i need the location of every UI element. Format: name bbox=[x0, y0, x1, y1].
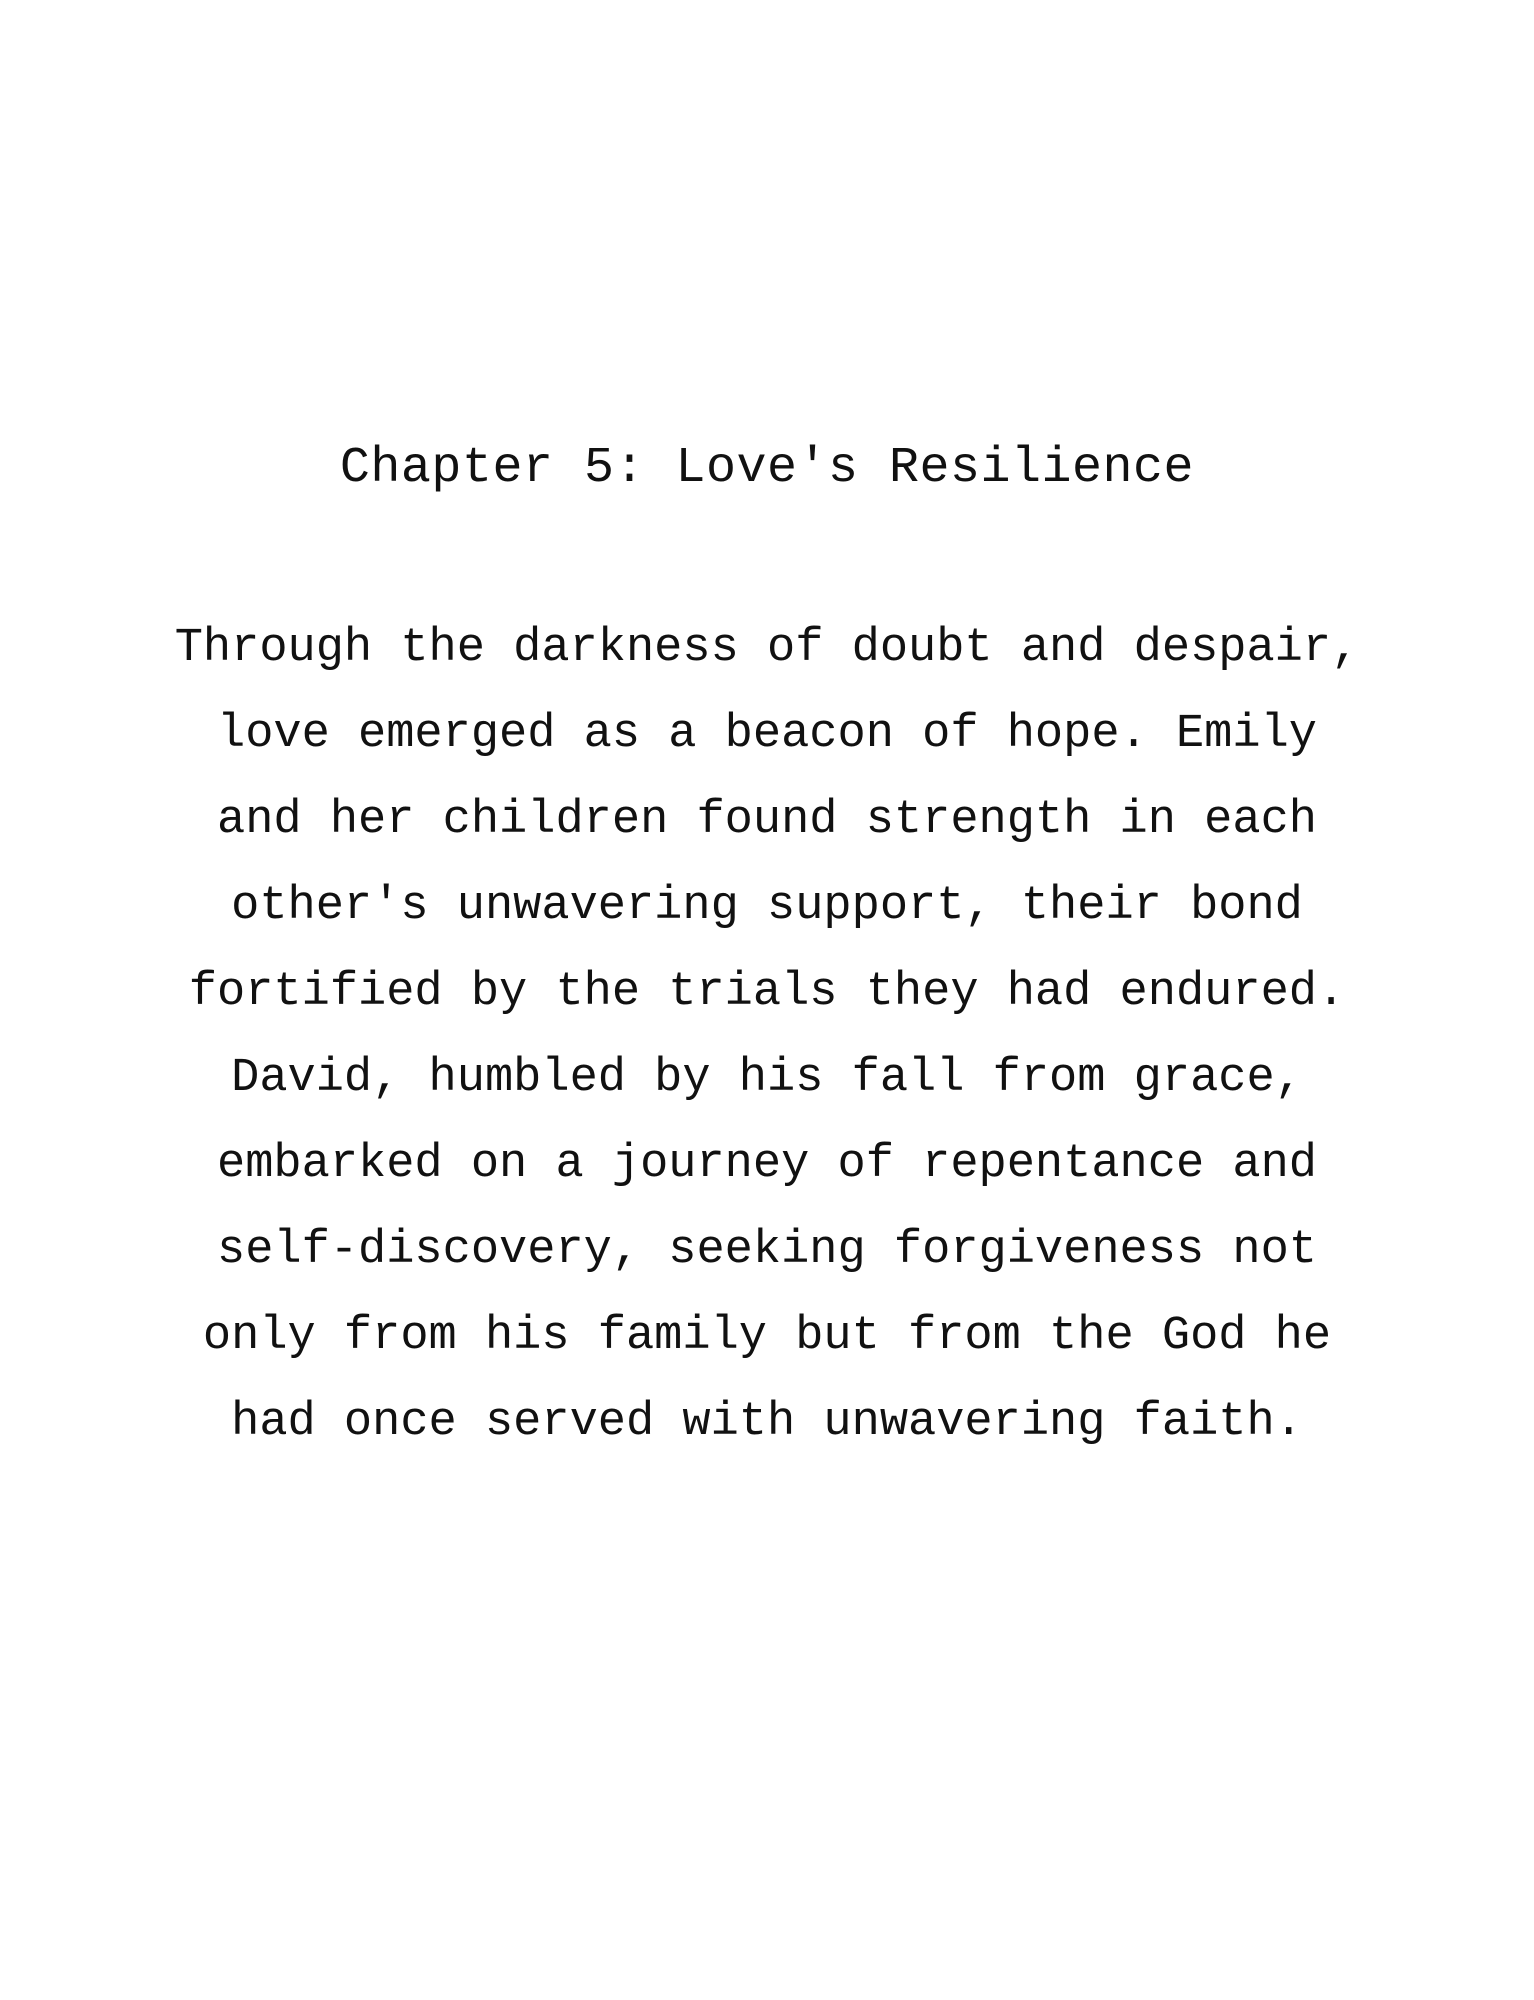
paragraph-line: David, humbled by his fall from grace, bbox=[231, 1052, 1303, 1105]
paragraph-line: love emerged as a beacon of hope. Emily bbox=[217, 708, 1317, 761]
paragraph-line: and her children found strength in each bbox=[217, 794, 1317, 847]
paragraph-line: self-discovery, seeking forgiveness not bbox=[217, 1224, 1317, 1277]
paragraph-line: fortified by the trials they had endured. bbox=[188, 966, 1346, 1019]
paragraph-line: had once served with unwavering faith. bbox=[231, 1396, 1303, 1449]
paragraph-line: only from his family but from the God he bbox=[202, 1310, 1332, 1363]
chapter-paragraph bbox=[160, 606, 1374, 1466]
paragraph-line: other's unwavering support, their bond bbox=[231, 880, 1303, 933]
paragraph-line: Through the darkness of doubt and despair, bbox=[174, 622, 1360, 675]
chapter-title: Chapter 5: Love's Resilience bbox=[339, 440, 1195, 497]
paragraph-line: embarked on a journey of repentance and bbox=[217, 1138, 1317, 1191]
